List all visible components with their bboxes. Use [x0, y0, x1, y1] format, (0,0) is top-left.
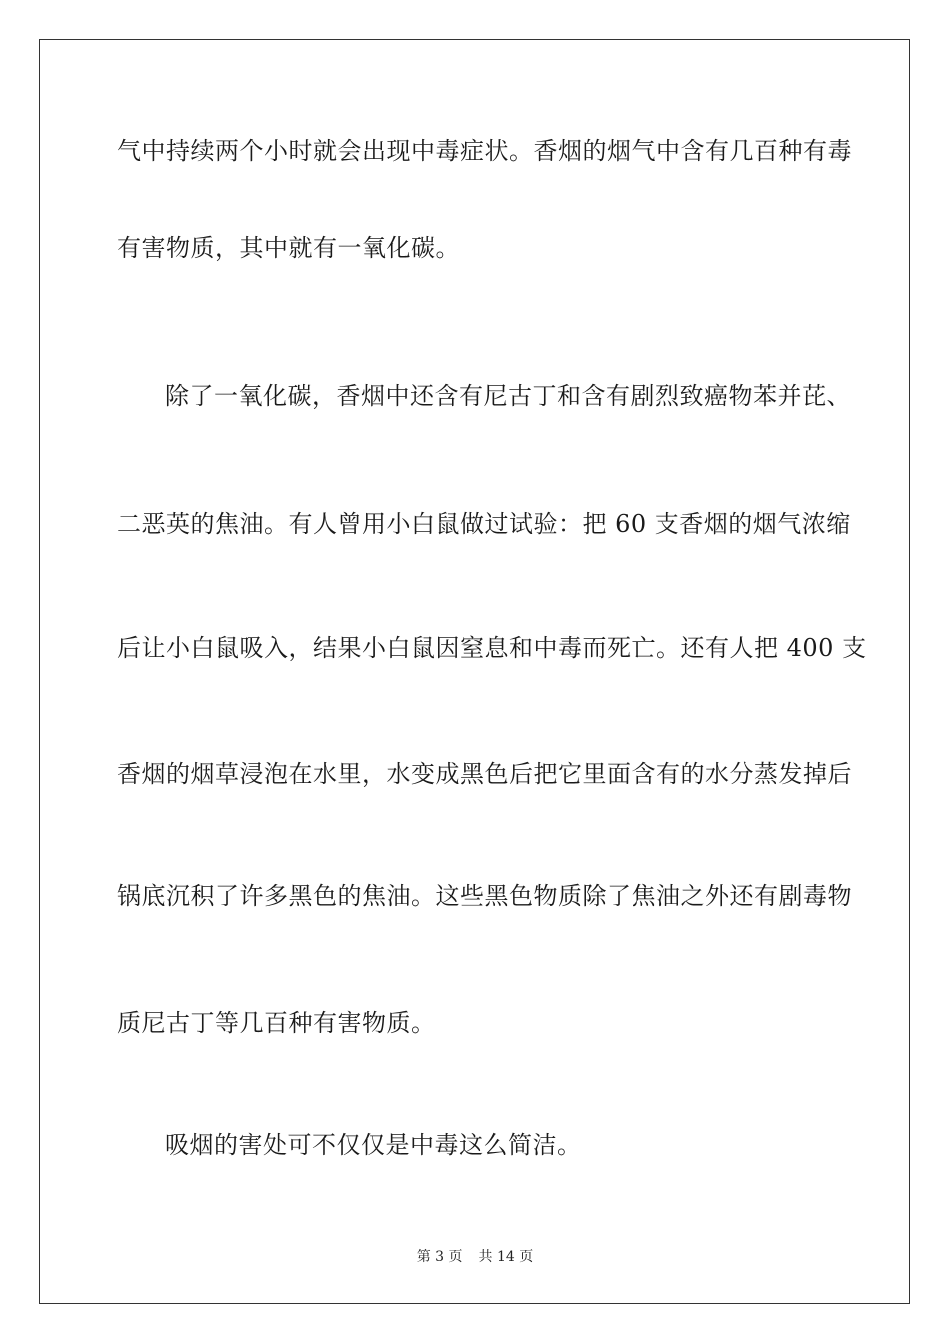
paragraph-line: 二恶英的焦油。有人曾用小白鼠做过试验：把 60 支香烟的烟气浓缩	[117, 510, 851, 538]
paragraph-line: 吸烟的害处可不仅仅是中毒这么简洁。	[165, 1131, 582, 1159]
paragraph-line: 质尼古丁等几百种有害物质。	[117, 1009, 436, 1037]
page-number: 第 3 页	[416, 1249, 463, 1265]
paragraph-line: 除了一氧化碳，香烟中还含有尼古丁和含有剧烈致癌物苯并芘、	[165, 382, 851, 410]
paragraph-line: 有害物质，其中就有一氧化碳。	[117, 234, 460, 262]
paragraph-line: 气中持续两个小时就会出现中毒症状。香烟的烟气中含有几百种有毒	[117, 137, 852, 165]
page-border	[39, 39, 910, 1304]
page-footer	[0, 1248, 950, 1266]
page-total: 共 14 页	[478, 1249, 534, 1265]
paragraph-line: 锅底沉积了许多黑色的焦油。这些黑色物质除了焦油之外还有剧毒物	[117, 882, 852, 910]
paragraph-line: 后让小白鼠吸入，结果小白鼠因窒息和中毒而死亡。还有人把 400 支	[117, 634, 867, 662]
paragraph-line: 香烟的烟草浸泡在水里，水变成黑色后把它里面含有的水分蒸发掉后	[117, 760, 852, 788]
